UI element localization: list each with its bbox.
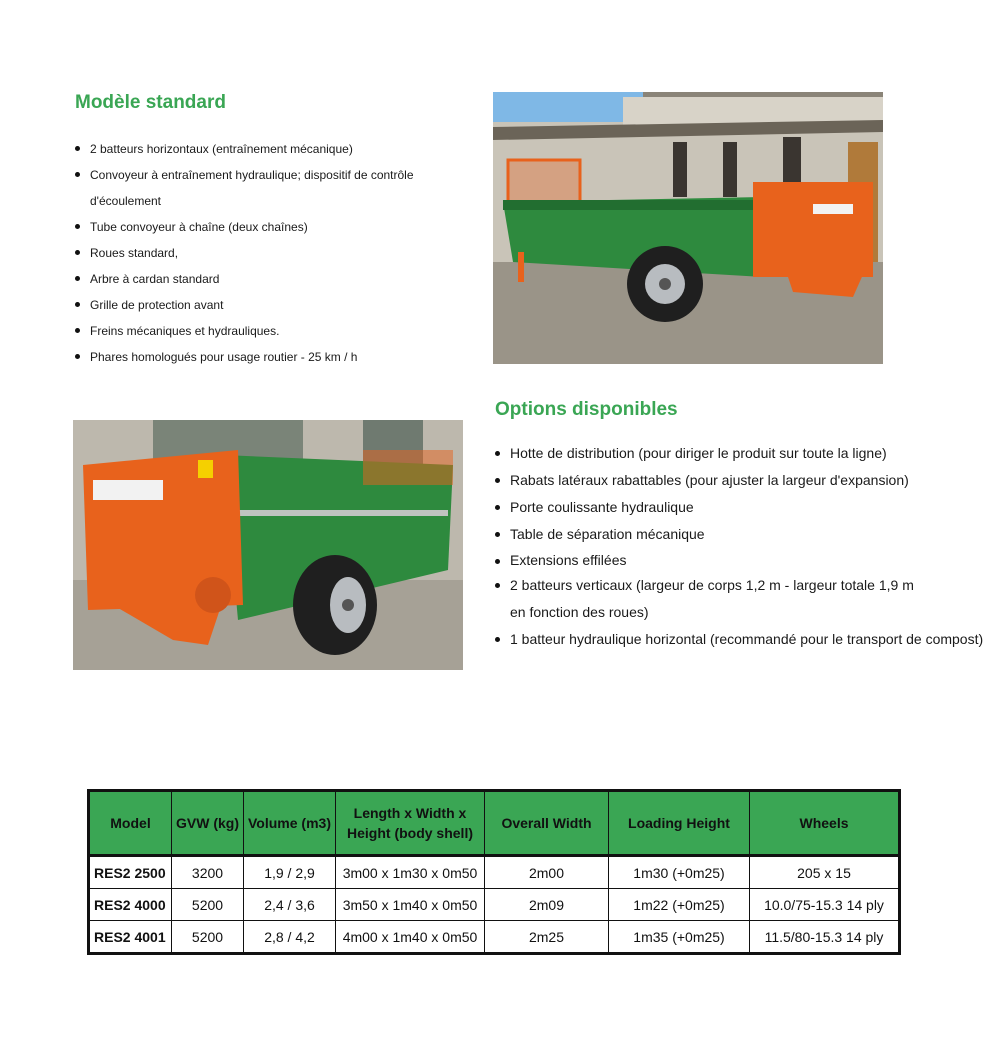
list-item	[75, 318, 465, 344]
column-header: Model	[89, 791, 172, 856]
table-cell: 1m22 (+0m25)	[609, 889, 750, 921]
table-cell: 1,9 / 2,9	[244, 856, 336, 889]
list-item-text: Convoyeur à entraînement hydraulique; dispositif de contrôle d'écoulement	[90, 168, 414, 208]
table-cell: 1m35 (+0m25)	[609, 921, 750, 954]
options-title: Options disponibles	[495, 399, 678, 420]
list-item-text: Roues standard,	[90, 246, 179, 260]
spreader-photo-side-view	[493, 92, 883, 364]
column-header: Overall Width	[485, 791, 609, 856]
list-item-text: Table de séparation mécanique	[510, 526, 705, 542]
column-header: Length x Width x Height (body shell)	[336, 791, 485, 856]
list-item-text: Tube convoyeur à chaîne (deux chaînes)	[90, 220, 308, 234]
list-item	[495, 548, 990, 572]
list-item	[75, 266, 465, 292]
table-cell: 2,4 / 3,6	[244, 889, 336, 921]
column-header: Volume (m3)	[244, 791, 336, 856]
column-header: Wheels	[750, 791, 900, 856]
list-item	[75, 214, 465, 240]
bullet-icon	[75, 302, 80, 307]
column-header: Loading Height	[609, 791, 750, 856]
table-cell: 3200	[172, 856, 244, 889]
bullet-icon	[75, 146, 80, 151]
table-cell: 205 x 15	[750, 856, 900, 889]
specifications-table	[87, 789, 901, 955]
bullet-icon	[75, 172, 80, 177]
table-cell: 2m09	[485, 889, 609, 921]
list-item	[75, 344, 465, 370]
standard-model-title: Modèle standard	[75, 92, 226, 113]
column-header: GVW (kg)	[172, 791, 244, 856]
bullet-icon	[75, 250, 80, 255]
table-cell: 11.5/80-15.3 14 ply	[750, 921, 900, 954]
table-cell: 10.0/75-15.3 14 ply	[750, 889, 900, 921]
table-cell: 2,8 / 4,2	[244, 921, 336, 954]
bullet-icon	[495, 505, 500, 510]
options-list	[495, 440, 990, 653]
list-item	[495, 467, 990, 494]
table-cell: RES2 4001	[89, 921, 172, 954]
list-item-text: Hotte de distribution (pour diriger le produit sur toute la ligne)	[510, 445, 887, 461]
list-item	[495, 626, 990, 653]
list-item-text: Arbre à cardan standard	[90, 272, 220, 286]
bullet-icon	[495, 583, 500, 588]
table-cell: 2m00	[485, 856, 609, 889]
bullet-icon	[75, 224, 80, 229]
table-cell: 3m00 x 1m30 x 0m50	[336, 856, 485, 889]
list-item	[75, 162, 465, 214]
table-row	[89, 856, 900, 889]
bullet-icon	[495, 559, 500, 564]
bullet-icon	[495, 637, 500, 642]
table-cell: 3m50 x 1m40 x 0m50	[336, 889, 485, 921]
bullet-icon	[495, 451, 500, 456]
list-item-text: Porte coulissante hydraulique	[510, 499, 694, 515]
bullet-icon	[75, 354, 80, 359]
table-cell: RES2 2500	[89, 856, 172, 889]
list-item	[75, 292, 465, 318]
bullet-icon	[75, 328, 80, 333]
list-item-text: 2 batteurs horizontaux (entraînement mécanique)	[90, 142, 353, 156]
table-cell: 1m30 (+0m25)	[609, 856, 750, 889]
table-cell: 2m25	[485, 921, 609, 954]
table-row	[89, 921, 900, 954]
standard-features-list	[75, 136, 465, 370]
table-cell: RES2 4000	[89, 889, 172, 921]
list-item	[495, 440, 990, 467]
list-item-text: 2 batteurs verticaux (largeur de corps 1,2 m - largeur totale 1,9 m en fonction des roues)	[510, 577, 914, 620]
table-header-row	[89, 791, 900, 856]
list-item-text: 1 batteur hydraulique horizontal (recommandé pour le transport de compost)	[510, 631, 984, 647]
table-cell: 5200	[172, 921, 244, 954]
list-item-text: Freins mécaniques et hydrauliques.	[90, 324, 280, 338]
list-item-text: Rabats latéraux rabattables (pour ajuster la largeur d'expansion)	[510, 472, 909, 488]
table-cell: 4m00 x 1m40 x 0m50	[336, 921, 485, 954]
table-cell: 5200	[172, 889, 244, 921]
bullet-icon	[495, 532, 500, 537]
list-item	[495, 494, 990, 521]
list-item-text: Grille de protection avant	[90, 298, 224, 312]
list-item	[495, 572, 930, 626]
bullet-icon	[75, 276, 80, 281]
spreader-photo-rear-view	[73, 420, 463, 670]
table-row	[89, 889, 900, 921]
bullet-icon	[495, 478, 500, 483]
list-item-text: Phares homologués pour usage routier - 25 km / h	[90, 350, 358, 364]
list-item-text: Extensions effilées	[510, 552, 627, 568]
list-item	[495, 521, 990, 548]
list-item	[75, 136, 465, 162]
list-item	[75, 240, 465, 266]
